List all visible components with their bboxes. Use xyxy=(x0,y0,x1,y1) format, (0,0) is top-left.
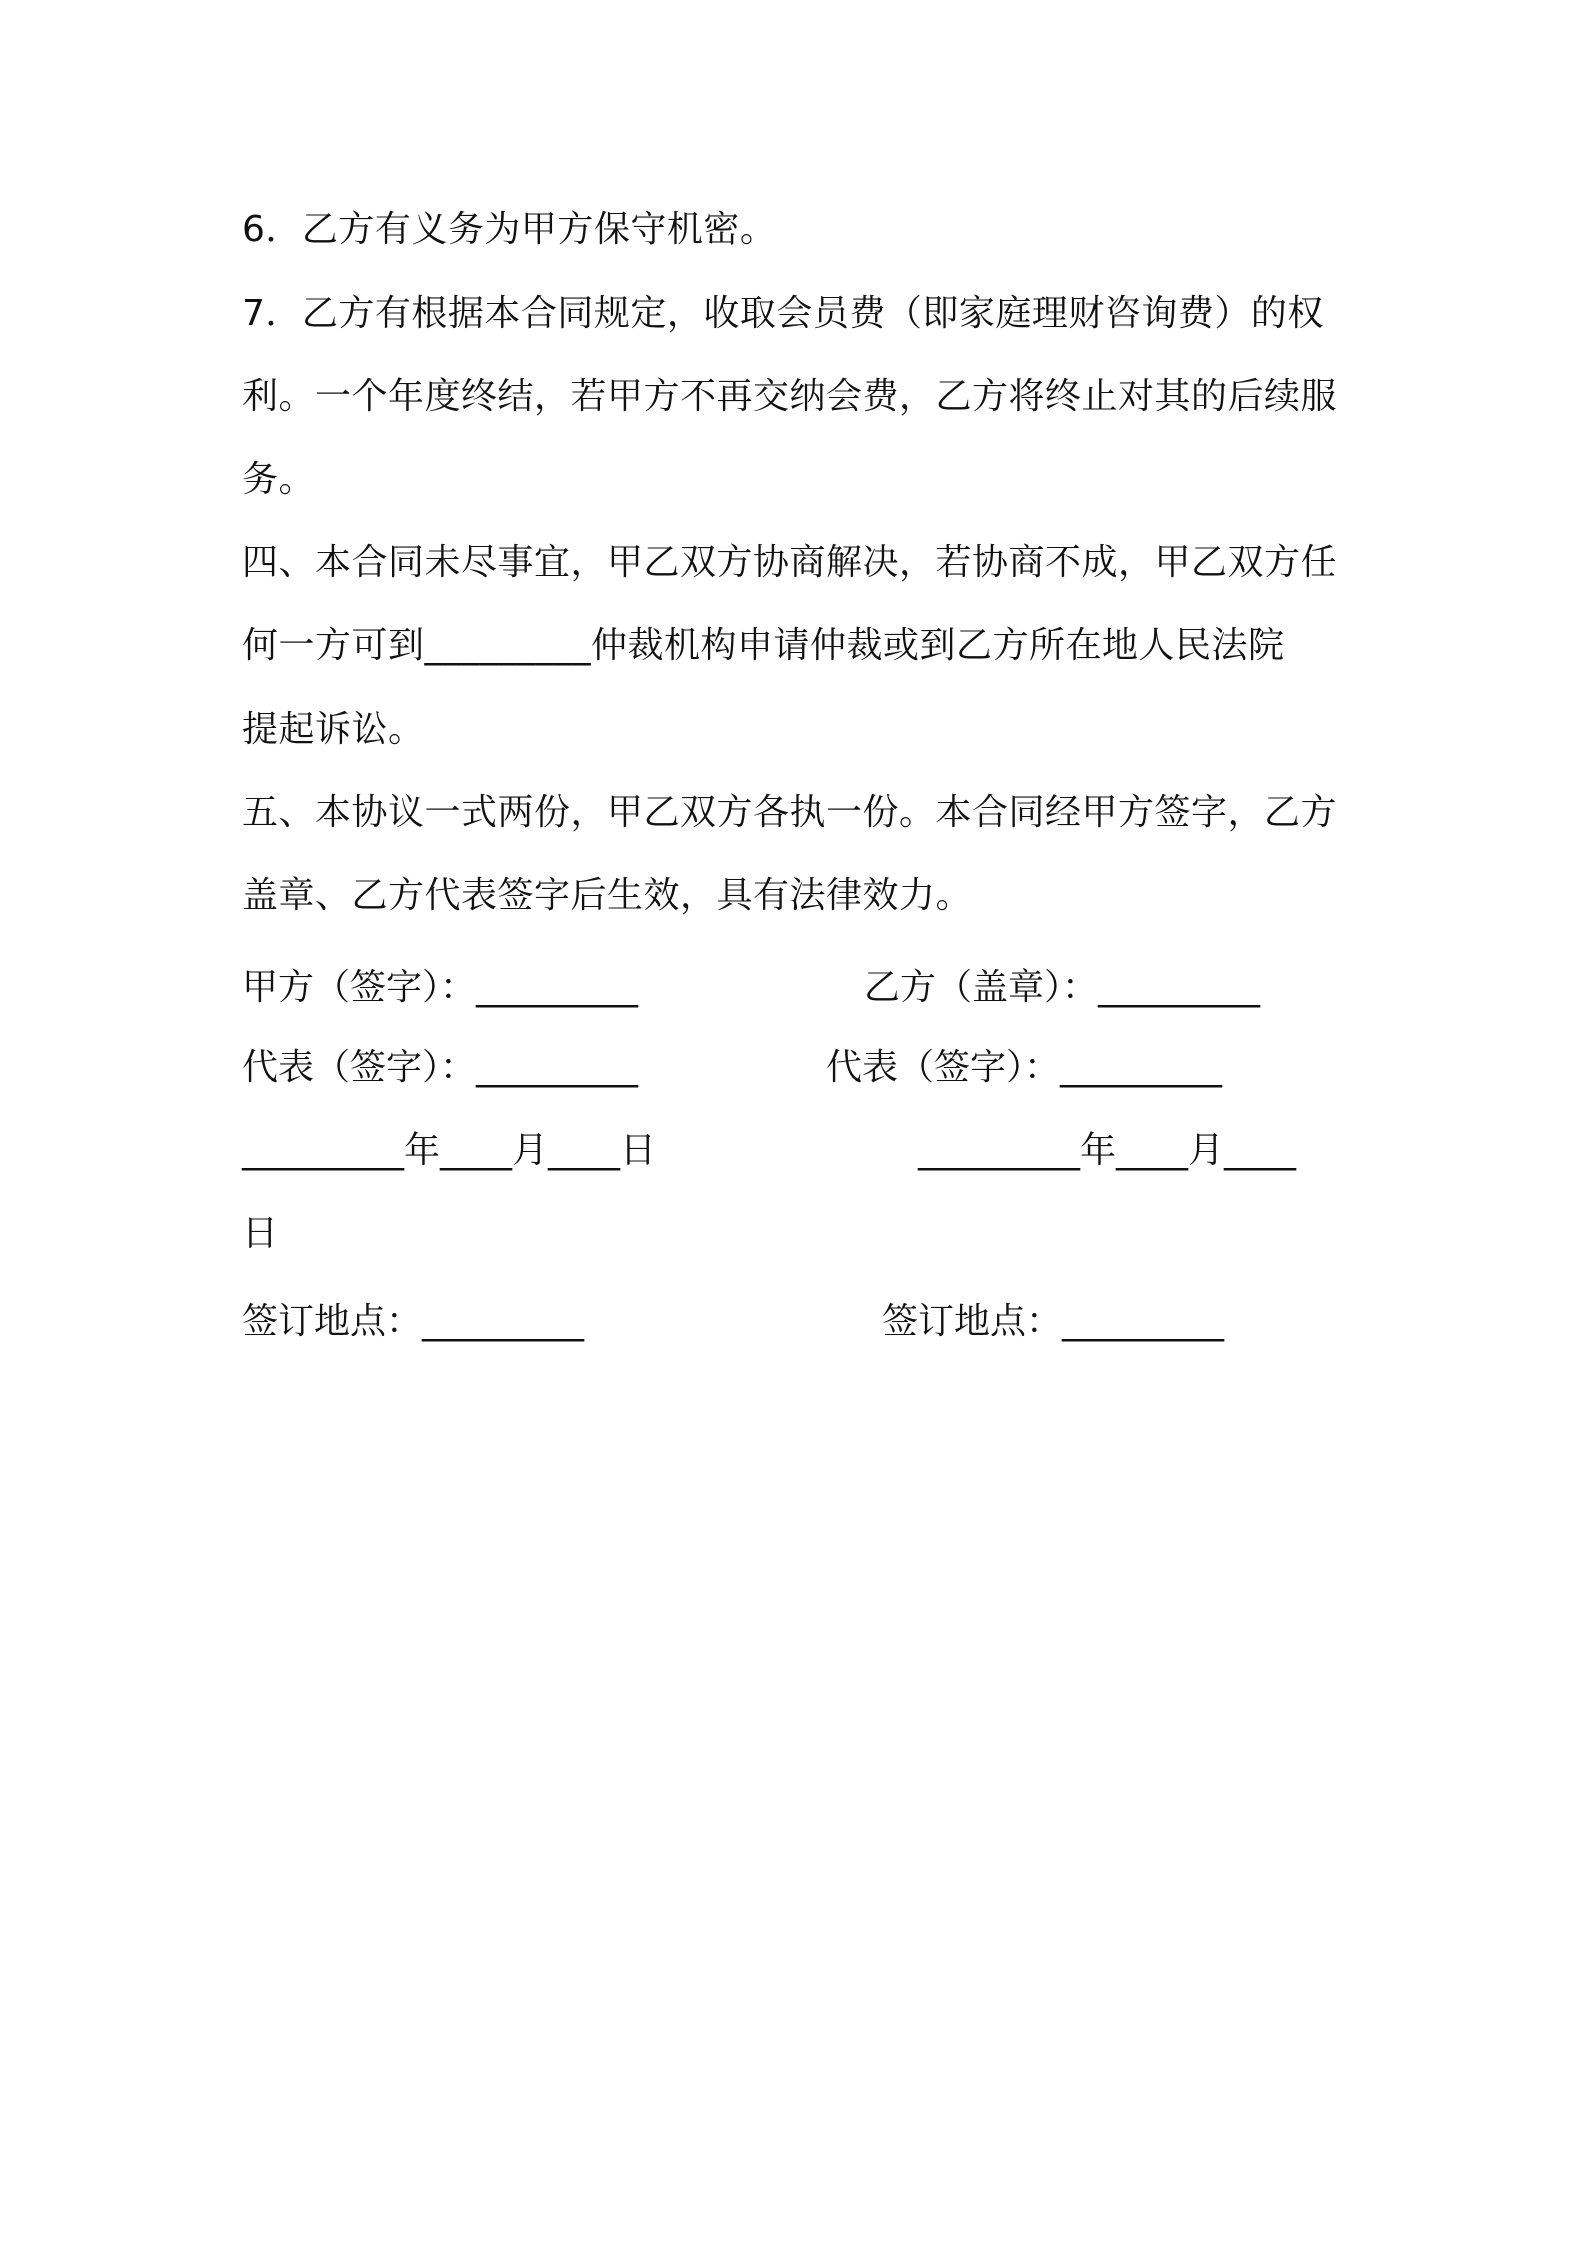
date-b: _________年____月____ xyxy=(918,1130,1296,1171)
signing-place-b: 签订地点：_________ xyxy=(882,1301,1225,1342)
representative-a-signature: 代表（签字）：_________ xyxy=(242,1047,639,1088)
signing-place-a: 签订地点：_________ xyxy=(242,1301,585,1342)
section-5-line-1: 五、本协议一式两份，甲乙双方各执一份。本合同经甲方签字，乙方 xyxy=(242,792,1338,833)
party-b-seal: 乙方（盖章）：_________ xyxy=(864,967,1261,1008)
date-b-day-wrap: 日 xyxy=(242,1213,279,1254)
section-4-line-1: 四、本合同未尽事宜，甲乙双方协商解决，若协商不成，甲乙双方任 xyxy=(242,542,1338,583)
clause-6: 6．乙方有义务为甲方保守机密。 xyxy=(242,209,777,250)
date-a: _________年____月____日 xyxy=(242,1130,656,1171)
clause-7-line-2: 利。一个年度终结，若甲方不再交纳会费，乙方将终止对其的后续服 xyxy=(242,376,1338,417)
section-4-line-3: 提起诉讼。 xyxy=(242,709,425,750)
clause-7-line-3: 务。 xyxy=(242,459,316,500)
section-5-line-2: 盖章、乙方代表签字后生效，具有法律效力。 xyxy=(242,875,973,916)
party-a-signature: 甲方（签字）：_________ xyxy=(242,967,639,1008)
representative-b-signature: 代表（签字）：_________ xyxy=(826,1047,1223,1088)
section-4-line-2: 何一方可到_________仲裁机构申请仲裁或到乙方所在地人民法院 xyxy=(242,625,1285,666)
clause-7-line-1: 7．乙方有根据本合同规定，收取会员费（即家庭理财咨询费）的权 xyxy=(242,293,1324,334)
